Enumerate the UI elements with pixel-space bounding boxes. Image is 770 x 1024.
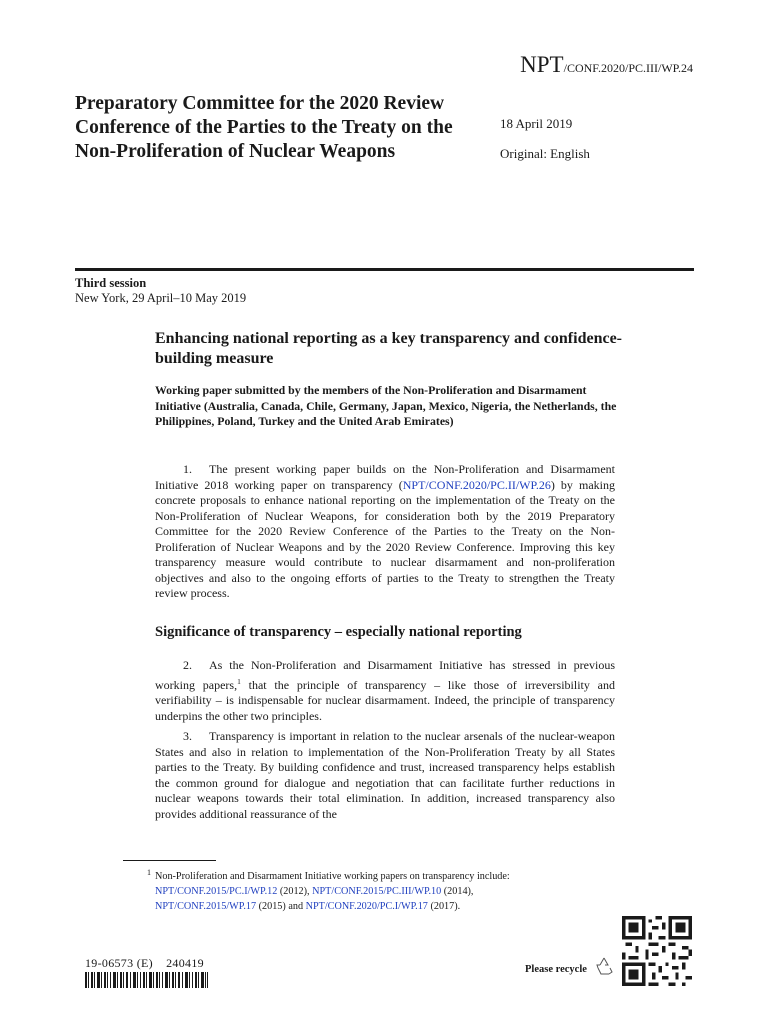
original-language: Original: English <box>500 146 590 161</box>
barcode-icon <box>85 972 208 988</box>
doc-link-pc3-wp10[interactable]: NPT/CONF.2015/PC.III/WP.10 <box>312 886 442 897</box>
paragraph-number: 3. <box>183 729 192 743</box>
paragraph-2 <box>155 658 615 724</box>
doc-link-pc1-wp12[interactable]: NPT/CONF.2015/PC.I/WP.12 <box>155 886 278 897</box>
paragraph-number: 2. <box>183 658 192 672</box>
symbol-rest: /CONF.2020/PC.III/WP.24 <box>563 61 693 75</box>
footnote-mark: 1 <box>147 868 151 877</box>
doc-link-wp17[interactable]: NPT/CONF.2015/WP.17 <box>155 901 257 912</box>
paragraph-text: The present working paper builds on the Non-Proliferation and Disarmament Initiative 2018 working paper on transparency ( <box>155 462 615 492</box>
document-number: 19-06573 (E) 240419 <box>85 956 204 970</box>
symbol-main: NPT <box>520 52 564 77</box>
doc-link-wp26[interactable]: NPT/CONF.2020/PC.II/WP.26 <box>402 477 551 492</box>
header-divider <box>75 268 694 271</box>
recycle-icon <box>593 955 615 977</box>
paragraph-text: ) by making concrete proposals to enhance national reporting on the implementation of the Treaty on the Non-Proliferation of Nuclear Weapons, for consideration both by the 2019 Preparatory Committee for the 2020 Review Conference of the Parties to the Treaty on the Non-Proliferation of Nuclear Weapons and by the 2020 Review Conference. Improving this key transparency measure would contribute to nuclear disarmament and non-proliferation objectives and also to the ongoing efforts of parties to the Treaty to strengthen the Treaty review process. <box>155 477 615 600</box>
doc-link-pc1-wp17[interactable]: NPT/CONF.2020/PC.I/WP.17 <box>305 901 428 912</box>
issue-date: 18 April 2019 <box>500 116 573 131</box>
footnote-reference[interactable]: 1 <box>237 676 241 686</box>
paragraph-3 <box>155 729 615 822</box>
session-place-dates: New York, 29 April–10 May 2019 <box>75 291 247 305</box>
footnote-divider <box>123 860 216 861</box>
footnote-year: (2017). <box>427 901 461 912</box>
qr-code-icon <box>622 916 692 986</box>
document-subtitle: Working paper submitted by the members of the Non-Proliferation and Disarmament Initiative (Australia, Canada, Chile, Germany, Japan, Mexico, Nigeria, the Netherlands, the Philippines, Poland, Turkey and the United Arab Emirates) <box>155 383 617 428</box>
paragraph-1 <box>155 462 615 602</box>
footnote-year: (2012), <box>277 886 313 897</box>
footnote <box>155 869 585 914</box>
committee-title: Preparatory Committee for the 2020 Review Conference of the Parties to the Treaty on the Non-Proliferation of Nuclear Weapons <box>75 93 453 162</box>
footnote-year: (2014), <box>441 886 474 897</box>
footnote-year: (2015) and <box>256 901 306 912</box>
session-name: Third session <box>75 276 147 290</box>
paragraph-text: As the Non-Proliferation and Disarmament Initiative has stressed in previous working papers, <box>155 658 615 692</box>
document-title: Enhancing national reporting as a key transparency and confidence-building measure <box>155 330 623 367</box>
document-symbol <box>520 52 693 78</box>
paragraph-number: 1. <box>183 462 192 476</box>
please-recycle-label: Please recycle <box>525 964 587 975</box>
footnote-intro: Non-Proliferation and Disarmament Initiative working papers on transparency include: <box>155 871 510 882</box>
paragraph-text: Transparency is important in relation to the nuclear arsenals of the nuclear-weapon States and also in relation to implementation of the Non-Proliferation Treaty by all States parties to the Treaty. By building confidence and trust, increased transparency helps establish the common ground for dialogue and negotiation that can facilitate further reductions in nuclear weapons towards their total elimination. In addition, increased transparency also provides additional reassurance of the <box>155 729 615 821</box>
section-heading: Significance of transparency – especially national reporting <box>155 624 522 640</box>
paragraph-text: that the principle of transparency – like those of irreversibility and verifiability – is indispensable for nuclear disarmament. Indeed, the principle of transparency underpins the other two principles. <box>155 677 616 723</box>
